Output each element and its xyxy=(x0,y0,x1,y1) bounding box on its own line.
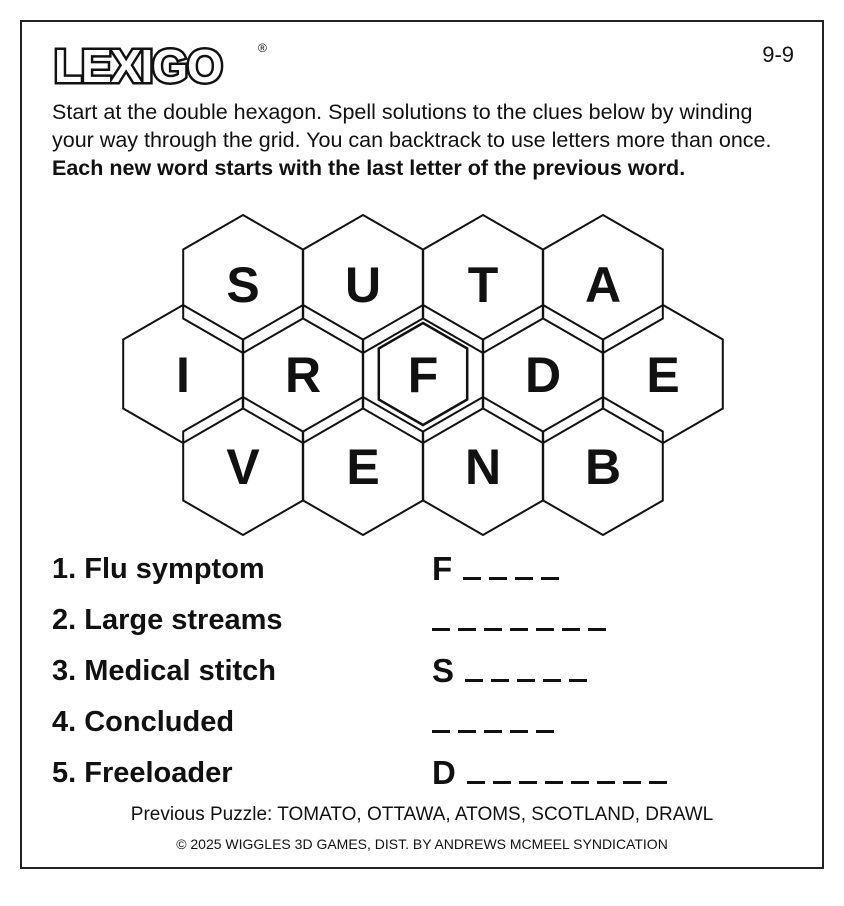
hex-letter: D xyxy=(524,347,562,403)
previous-puzzle: Previous Puzzle: TOMATO, OTTAWA, ATOMS, SCOTLAND, DRAWL xyxy=(130,804,714,825)
answer-blank[interactable] xyxy=(493,781,511,784)
answer-blank[interactable] xyxy=(515,577,533,580)
answer-start-letter: F xyxy=(432,550,454,587)
answer-blank[interactable] xyxy=(649,781,667,784)
answer-blank[interactable] xyxy=(519,781,537,784)
answer-blank[interactable] xyxy=(623,781,641,784)
answer-blank[interactable] xyxy=(432,730,450,733)
hex-letter: T xyxy=(467,257,499,313)
hex-letter: B xyxy=(584,439,622,495)
hex-letter: N xyxy=(464,439,502,495)
hex-letter: E xyxy=(346,439,380,495)
hex-letter: A xyxy=(584,257,622,313)
copyright: © 2025 WIGGLES 3D GAMES, DIST. BY ANDREWS MCMEEL SYNDICATION xyxy=(176,836,668,852)
answer-blanks[interactable] xyxy=(432,652,595,690)
hex-letter: U xyxy=(344,257,382,313)
answer-blank[interactable] xyxy=(562,628,580,631)
answer-blank[interactable] xyxy=(491,679,509,682)
hex-letter: E xyxy=(646,347,680,403)
answer-blank[interactable] xyxy=(545,781,563,784)
answer-blank[interactable] xyxy=(597,781,615,784)
answer-blank[interactable] xyxy=(571,781,589,784)
clue-label: 5. Freeloader xyxy=(52,757,233,789)
answer-blank[interactable] xyxy=(463,577,481,580)
answer-blank[interactable] xyxy=(432,628,450,631)
answer-blank[interactable] xyxy=(588,628,606,631)
answer-blanks[interactable] xyxy=(432,754,675,792)
answer-start-letter: D xyxy=(432,754,457,791)
answer-blanks[interactable] xyxy=(432,703,562,741)
hex-letter: S xyxy=(226,257,260,313)
registered-mark: ® xyxy=(258,41,267,55)
answer-blank[interactable] xyxy=(541,577,559,580)
answer-blank[interactable] xyxy=(467,781,485,784)
clue-label: 2. Large streams xyxy=(52,604,283,636)
answer-blanks[interactable] xyxy=(432,550,567,588)
answer-blank[interactable] xyxy=(484,730,502,733)
answer-blank[interactable] xyxy=(543,679,561,682)
answer-blank[interactable] xyxy=(465,679,483,682)
answer-blank[interactable] xyxy=(458,730,476,733)
answer-blank[interactable] xyxy=(489,577,507,580)
answer-blank[interactable] xyxy=(510,730,528,733)
hex-letter: V xyxy=(226,439,260,495)
answer-blank[interactable] xyxy=(458,628,476,631)
instructions-bold-text: Each new word starts with the last letter of the previous word. xyxy=(52,156,686,180)
clue-label: 4. Concluded xyxy=(52,706,235,738)
answer-blank[interactable] xyxy=(510,628,528,631)
answer-blank[interactable] xyxy=(536,628,554,631)
hex-letter: I xyxy=(176,347,190,403)
clue-label: 1. Flu symptom xyxy=(52,553,265,585)
hex-letter: R xyxy=(284,347,322,403)
hex-letter: F xyxy=(407,347,439,403)
clue-label: 3. Medical stitch xyxy=(52,655,277,687)
answer-blank[interactable] xyxy=(569,679,587,682)
answer-blank[interactable] xyxy=(484,628,502,631)
answer-blanks[interactable] xyxy=(432,601,614,639)
instructions-text: Start at the double hexagon. Spell solutions to the clues below by winding your way through the grid. You can backtrack to use letters more than once. xyxy=(52,100,772,152)
answer-start-letter: S xyxy=(432,652,456,689)
logo-text: LEXIGO xyxy=(54,40,222,92)
answer-blank[interactable] xyxy=(536,730,554,733)
answer-blank[interactable] xyxy=(517,679,535,682)
puzzle-number: 9-9 xyxy=(762,42,794,67)
